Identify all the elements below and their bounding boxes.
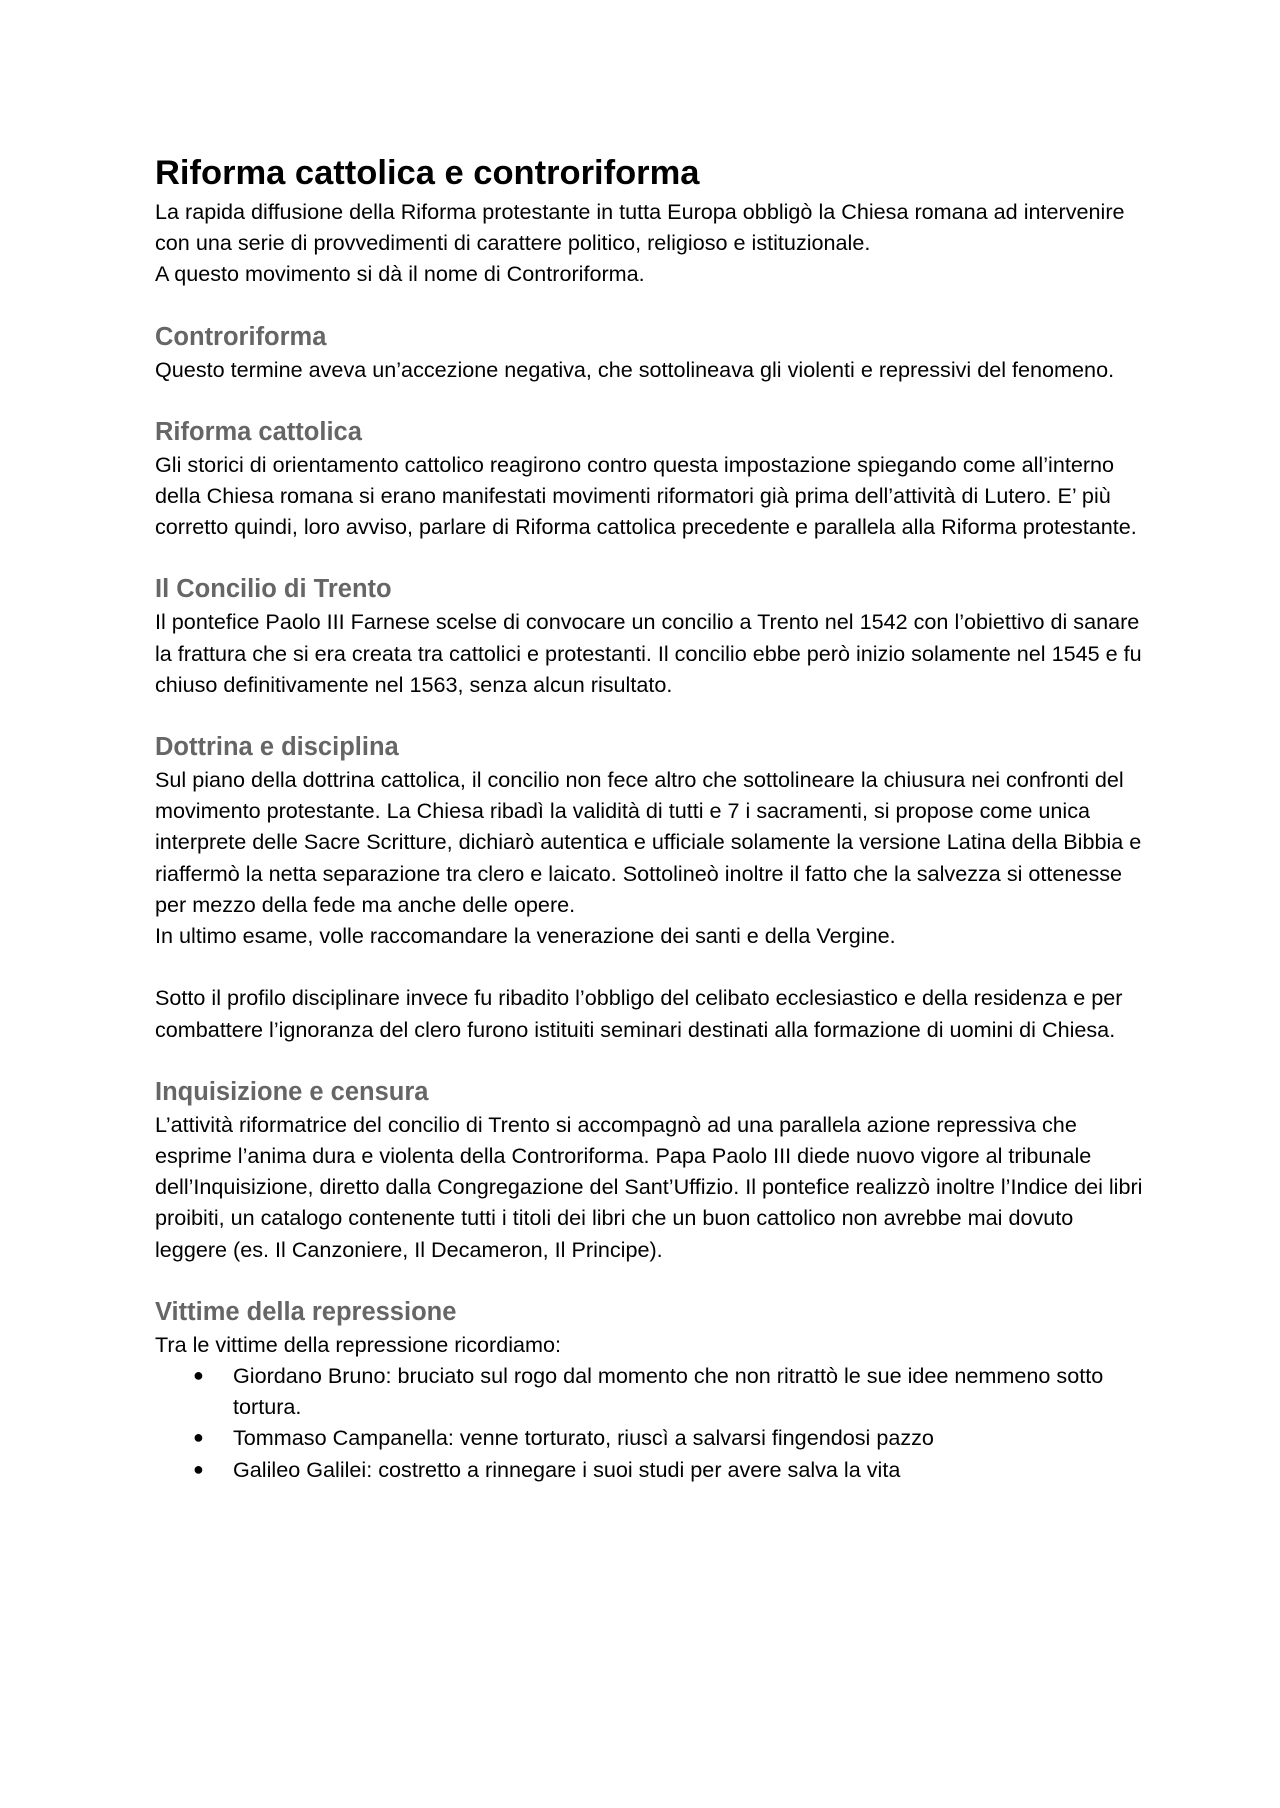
section-paragraph: Questo termine aveva un’accezione negativa, che sottolineava gli violenti e repressivi del fenomeno. [155, 356, 1115, 382]
section-paragraph: Sotto il profilo disciplinare invece fu ribadito l’obbligo del celibato ecclesiastico e della residenza e per combattere l’ignoranza del clero furono istituiti seminari destinati alla formazione di uomini di Chiesa. [155, 985, 1123, 1042]
section-paragraph: In ultimo esame, volle raccomandare la venerazione dei santi e della Vergine. [155, 923, 896, 949]
section-paragraph: Tra le vittime della repressione ricordiamo: [155, 1331, 562, 1357]
section-heading-concilio-di-trento: Il Concilio di Trento [155, 575, 392, 604]
document-title: Riforma cattolica e controriforma [155, 154, 700, 192]
victims-list [155, 1360, 1145, 1485]
section-paragraph: Il pontefice Paolo III Farnese scelse di convocare un concilio a Trento nel 1542 con l’obiettivo di sanare la frattura che si era creata tra cattolici e protestanti. Il concilio ebbe però inizio solamente nel 1545 e fu chiuso definitivamente nel 1563, senza alcun risultato. [155, 609, 1142, 697]
intro-paragraph: A questo movimento si dà il nome di Controriforma. [155, 261, 645, 287]
section-heading-vittime-della-repressione: Vittime della repressione [155, 1297, 457, 1326]
bullet-icon: ● [193, 1365, 204, 1386]
section-paragraph: Gli storici di orientamento cattolico reagirono contro questa impostazione spiegando come all’interno della Chiesa romana si erano manifestati movimenti riformatori già prima dell’attività di Lutero. E’ più corretto quindi, loro avviso, parlare di Riforma cattolica precedente e parallela alla Riforma protestante. [155, 451, 1137, 540]
list-item-text: Tommaso Campanella: venne torturato, riuscì a salvarsi fingendosi pazzo [233, 1425, 934, 1451]
list-item [155, 1422, 1145, 1453]
section-heading-dottrina-e-disciplina: Dottrina e disciplina [155, 733, 399, 762]
list-item-text: Giordano Bruno: bruciato sul rogo dal momento che non ritrattò le sue idee nemmeno sotto tortura. [233, 1363, 1104, 1420]
list-item [155, 1454, 1145, 1485]
document-content [155, 152, 1145, 1485]
section-paragraph: Sul piano della dottrina cattolica, il concilio non fece altro che sottolineare la chiusura nei confronti del movimento protestante. La Chiesa ribadì la validità di tutti e 7 i sacramenti, si propose come unica interprete delle Sacre Scritture, dichiarò autentica e ufficiale solamente la versione Latina della Bibbia e riaffermò la netta separazione tra clero e laicato. Sottolineò inoltre il fatto che la salvezza si ottenesse per mezzo della fede ma anche delle opere. [155, 767, 1142, 917]
bullet-icon: ● [193, 1427, 204, 1448]
section-paragraph: L’attività riformatrice del concilio di Trento si accompagnò ad una parallela azione repressiva che esprime l’anima dura e violenta della Controriforma. Papa Paolo III diede nuovo vigore al tribunale dell’Inquisizione, diretto dalla Congregazione del Sant’Uffizio. Il pontefice realizzò inoltre l’Indice dei libri proibiti, un catalogo contenente tutti i titoli dei libri che un buon cattolico non avrebbe mai dovuto leggere (es. Il Canzoniere, Il Decameron, Il Principe). [155, 1111, 1143, 1262]
list-item-text: Galileo Galilei: costretto a rinnegare i suoi studi per avere salva la vita [233, 1456, 901, 1482]
section-heading-riforma-cattolica: Riforma cattolica [155, 417, 362, 446]
section-heading-inquisizione-e-censura: Inquisizione e censura [155, 1077, 429, 1106]
section-heading-controriforma: Controriforma [155, 322, 327, 351]
bullet-icon: ● [193, 1458, 204, 1479]
intro-paragraph: La rapida diffusione della Riforma protestante in tutta Europa obbligò la Chiesa romana ad intervenire con una serie di provvedimenti di carattere politico, religioso e istituzionale. [155, 199, 1125, 256]
list-item [155, 1360, 1145, 1422]
